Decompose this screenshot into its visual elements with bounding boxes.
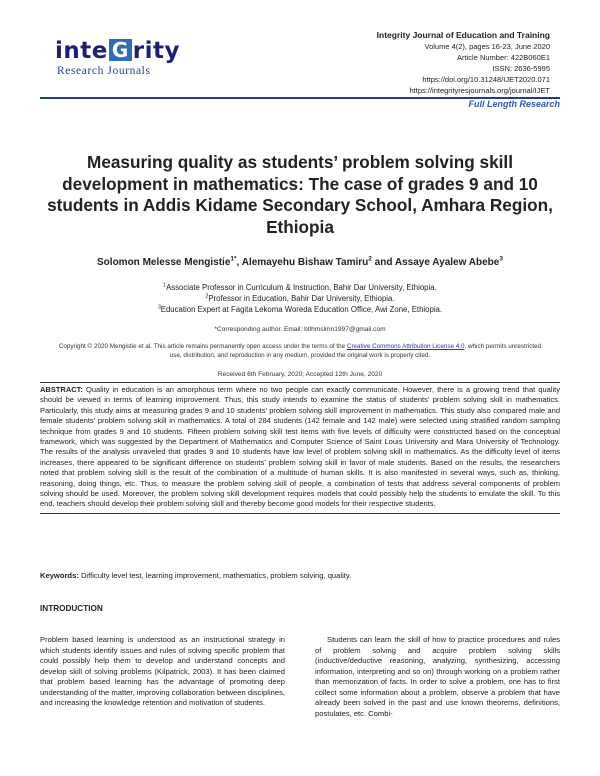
keywords-label: Keywords: — [40, 571, 79, 580]
keywords-text: Difficulty level test, learning improvement, mathematics, problem solving, quality. — [80, 571, 352, 580]
affiliation — [45, 293, 555, 304]
author-sup: 3 — [499, 255, 503, 263]
copyright-text: , which permits unrestricted use, distribution, and reproduction in any medium, provided the original work is properly cited. — [169, 343, 542, 359]
author-name: Alemayehu Bishaw Tamiru — [241, 257, 369, 268]
abstract — [40, 382, 560, 514]
author-name: Solomon Melesse Mengistie — [97, 257, 231, 268]
journal-info — [250, 30, 550, 96]
logo-subtitle: Research Journals — [57, 65, 151, 77]
doi-link[interactable]: https://doi.org/10.31248/IJET2020.071 — [422, 75, 550, 84]
issn: ISSN: 2636-5995 — [492, 64, 550, 73]
article-title: Measuring quality as students’ problem solving skill development in mathematics: The case of grades 9 and 10 students in Addis Kidame Secondary School, Amhara Region, Ethiopia — [47, 152, 553, 237]
author-sup: 2 — [368, 255, 372, 263]
affiliation — [45, 304, 555, 315]
copyright-text: Copyright © 2020 Mengistie et al. This article remains permanently open access under the terms of the — [58, 343, 347, 350]
author-name: Assaye Ayalew Abebe — [394, 257, 500, 268]
affiliation-text: Associate Professor in Curriculum & Instruction, Bahir Dar University, Ethiopia. — [166, 283, 437, 292]
author-separator: , — [236, 257, 242, 268]
affiliations — [45, 282, 555, 315]
article-number: Article Number: 422B060E1 — [457, 53, 550, 62]
journal-volume: Volume 4(2), pages 16-23, June 2020 — [424, 42, 550, 51]
section-heading: INTRODUCTION — [40, 604, 103, 613]
affiliation-text: Education Expert at Fagita Lekoma Woreda Education Office, Awi Zone, Ethiopia. — [160, 305, 443, 314]
received-dates: Received 6th February, 2020; Accepted 12th June, 2020 — [217, 371, 383, 378]
copyright-notice — [55, 342, 545, 360]
affiliation-sup: 1 — [163, 282, 167, 289]
affiliation — [45, 282, 555, 293]
journal-name: Integrity Journal of Education and Training — [376, 30, 550, 40]
intro-column-right: Students can learn the skill of how to practice procedures and rules of problem solving and acquire problem solving skills (inductive/deductive reasoning, analyzing, synthesizing, accessing information, interpreting and so on) through working on a problem rather than memorization of facts. In order to solve a problem, one has to first collect some information about a problem, observe a problem that have already been solved in the past and use known theorems, definitions, postulates, etc. Combi- — [315, 635, 560, 718]
author-separator: and — [371, 257, 395, 268]
keywords — [40, 571, 560, 580]
journal-url-link[interactable]: https://integrityresjournals.org/journal/IJET — [409, 86, 550, 95]
journal-logo — [55, 38, 195, 88]
affiliation-sup: 2 — [205, 293, 209, 300]
affiliation-sup: 3 — [157, 304, 161, 311]
logo-wordmark — [55, 38, 180, 64]
logo-part-3: rity — [132, 38, 180, 64]
logo-part-1: inte — [55, 38, 108, 64]
abstract-label: ABSTRACT: — [40, 385, 83, 394]
affiliation-text: Professor in Education, Bahir Dar University, Ethiopia. — [208, 294, 395, 303]
logo-g-mark: G — [109, 39, 132, 61]
author-list — [45, 257, 555, 268]
corresponding-author: *Corresponding author. Email: btlhmslmn1997@gmail.com — [214, 326, 386, 333]
author-sup: 1* — [230, 255, 237, 263]
license-link[interactable]: Creative Commons Attribution License 4.0 — [346, 343, 465, 350]
intro-column-left: Problem based learning is understood as an instructional strategy in which students identify issues and rules of solving specific problem that could possibly help them to develop and understand concepts and develop skill of solving problems (Kilpatrick, 2003). It has been claimed that problem based learning has the advantage of promoting deep understanding of the matter, improving collaboration between disciplines, and increasing the knowledge retention and motivation of students. — [40, 635, 285, 707]
research-type: Full Length Research — [468, 99, 560, 109]
abstract-text: Quality in education is an amorphous term where no two people can exactly communicate. However, there is a growing trend that quality should be viewed in terms of learning improvement. Thus, this study intends to examine the status of students’ problem solving skill in mathematics. Particularly, this study aims at measuring grades 9 and 10 students’ problem solving skill improvement in mathematics. This study also compared male and female students’ problem solving skill in mathematics. A total of 284 students (142 female and 142 male) were selected using stratified random sampling technique from grades 9 and 10 students. Fifteen problem solving skill test items with five levels of difficulty were constructed based on the conceptual framework, which was suggested by the Department of Mathematics and Computer Science of Saint Louis University and Mara University of Technology. The results of the analysis unraveled that grades 9 and 10 students have low level of problem solving skill in mathematics. As the difficulty level of items increases, there appeared to be significant difference on students’ problem solving skill in favor of male students. Based on the results, the researchers noted that problem solving skill is the result of the combination of a multitude of human skills. It is also manifested in several ways, such as, thinking, reasoning, doing things, etc. Thus, to measure the problem solving skill of people, a combination of tests that address several components of problem solving should be used. Moreover, the problem solving skill development requires models that could possibly help the students to emulate the skill. To this end, teachers should develop their problem solving skill and thereby become good models for their respective students. — [40, 385, 560, 509]
